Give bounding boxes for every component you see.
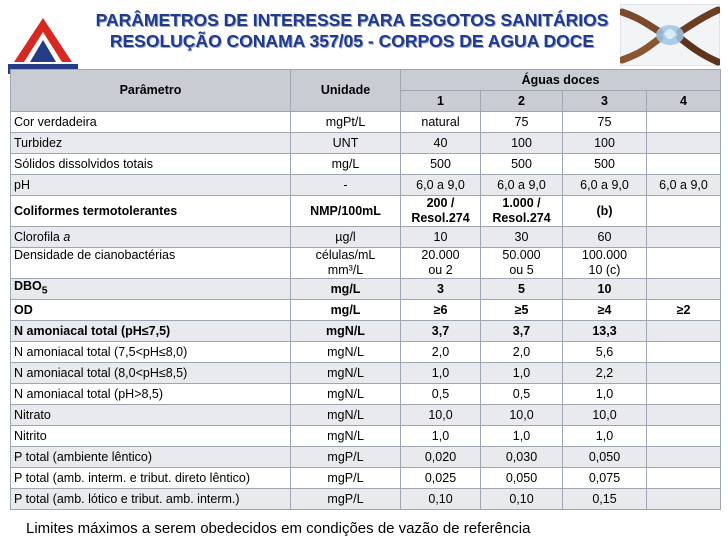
cell-class-2: 500 [481, 154, 563, 175]
cell-class-2: 30 [481, 227, 563, 248]
header-class-3: 3 [563, 91, 647, 112]
water-hands-photo [620, 4, 720, 66]
cell-unidade: mgP/L [291, 447, 401, 468]
cell-class-2: 3,7 [481, 321, 563, 342]
cell-parametro: N amoniacal total (7,5<pH≤8,0) [11, 342, 291, 363]
cell-class-3: 5,6 [563, 342, 647, 363]
table-row [11, 154, 721, 175]
cell-parametro [11, 227, 291, 248]
cell-italic-text: a [63, 229, 71, 244]
cell-unidade: - [291, 175, 401, 196]
cell-class-4 [647, 405, 721, 426]
cell-class-3: 6,0 a 9,0 [563, 175, 647, 196]
table-row [11, 112, 721, 133]
cell-line: 100.000 [581, 248, 628, 262]
cell-class-1: 1,0 [401, 426, 481, 447]
cell-class-1: 10,0 [401, 405, 481, 426]
cell-parametro: N amoniacal total (8,0<pH≤8,5) [11, 363, 291, 384]
title-line-2: RESOLUÇÃO CONAMA 357/05 - CORPOS DE AGUA DOCE [109, 31, 595, 51]
cell-class-3: 500 [563, 154, 647, 175]
cell-class-2: 100 [481, 133, 563, 154]
cell-class-1: 1,0 [401, 363, 481, 384]
cell-unidade: mgN/L [291, 321, 401, 342]
cell-parametro: Densidade de cianobactérias [11, 248, 291, 279]
cell-class-3 [563, 248, 647, 279]
cell-class-2: 1,0 [481, 363, 563, 384]
title-line-1: PARÂMETROS DE INTERESSE PARA ESGOTOS SANITÁRIOS [95, 10, 609, 30]
header-class-2: 2 [481, 91, 563, 112]
cell-class-3: 13,3 [563, 321, 647, 342]
table-row [11, 227, 721, 248]
cell-unidade: mgP/L [291, 468, 401, 489]
cell-class-3: 100 [563, 133, 647, 154]
cell-class-2: 0,10 [481, 489, 563, 510]
table-row [11, 363, 721, 384]
cell-class-1: 500 [401, 154, 481, 175]
cell-parametro: OD [11, 300, 291, 321]
cell-class-3: 2,2 [563, 363, 647, 384]
table-row [11, 447, 721, 468]
cell-class-3: 10 [563, 279, 647, 300]
cell-class-2: 0,5 [481, 384, 563, 405]
cell-class-3: 1,0 [563, 426, 647, 447]
cell-class-4 [647, 227, 721, 248]
cell-unidade: mgN/L [291, 363, 401, 384]
cell-unidade: mgN/L [291, 426, 401, 447]
cell-class-4: 6,0 a 9,0 [647, 175, 721, 196]
cell-class-1: natural [401, 112, 481, 133]
cell-text: Clorofila [14, 229, 64, 244]
cell-class-4 [647, 196, 721, 227]
cell-parametro: Nitrato [11, 405, 291, 426]
table-row [11, 384, 721, 405]
parameters-table [10, 69, 721, 510]
cell-subscript: 5 [41, 285, 48, 297]
cell-class-1 [401, 196, 481, 227]
table-row [11, 175, 721, 196]
cell-class-1: 0,020 [401, 447, 481, 468]
table-row [11, 300, 721, 321]
cell-class-3: ≥4 [563, 300, 647, 321]
cell-unidade: NMP/100mL [291, 196, 401, 227]
cell-class-4 [647, 248, 721, 279]
cell-class-4 [647, 447, 721, 468]
cell-class-4 [647, 321, 721, 342]
cell-unidade: mg/L [291, 300, 401, 321]
cell-class-4 [647, 384, 721, 405]
cell-class-2: 10,0 [481, 405, 563, 426]
cell-class-4 [647, 279, 721, 300]
cell-class-1: ≥6 [401, 300, 481, 321]
cell-line: mm³/L [327, 263, 364, 277]
cell-class-4: ≥2 [647, 300, 721, 321]
cell-class-1: 3 [401, 279, 481, 300]
cell-class-1: 0,5 [401, 384, 481, 405]
cell-class-2: 1,0 [481, 426, 563, 447]
cell-line: células/mL [315, 248, 376, 262]
cell-class-3: 0,075 [563, 468, 647, 489]
header-class-1: 1 [401, 91, 481, 112]
cell-class-3: 10,0 [563, 405, 647, 426]
cell-unidade [291, 248, 401, 279]
cell-class-3: 0,050 [563, 447, 647, 468]
cell-parametro: N amoniacal total (pH≤7,5) [11, 321, 291, 342]
cell-line: 10 (c) [588, 263, 621, 277]
cell-text: DBO [14, 279, 42, 294]
cell-class-4 [647, 426, 721, 447]
header-aguas-doces: Águas doces [401, 70, 721, 91]
cell-class-2: 0,030 [481, 447, 563, 468]
cell-parametro: Coliformes termotolerantes [11, 196, 291, 227]
cell-class-3: 75 [563, 112, 647, 133]
cell-class-2 [481, 196, 563, 227]
cell-class-1: 2,0 [401, 342, 481, 363]
header-unidade: Unidade [291, 70, 401, 112]
cell-unidade: UNT [291, 133, 401, 154]
cell-parametro: Cor verdadeira [11, 112, 291, 133]
header-parametro: Parâmetro [11, 70, 291, 112]
cell-class-2: 2,0 [481, 342, 563, 363]
cell-unidade: mgN/L [291, 384, 401, 405]
cell-parametro: Nitrito [11, 426, 291, 447]
cell-unidade: µg/l [291, 227, 401, 248]
cell-class-1 [401, 248, 481, 279]
cell-class-2: 75 [481, 112, 563, 133]
cell-class-4 [647, 133, 721, 154]
cell-line: ou 2 [428, 263, 453, 277]
table-row [11, 248, 721, 279]
cell-unidade: mgPt/L [291, 112, 401, 133]
cell-class-4 [647, 154, 721, 175]
cell-parametro: P total (amb. lótico e tribut. amb. interm.) [11, 489, 291, 510]
cell-class-4 [647, 468, 721, 489]
cell-parametro: N amoniacal total (pH>8,5) [11, 384, 291, 405]
table-header-row [11, 70, 721, 91]
table-row [11, 133, 721, 154]
cell-line: Resol.274 [411, 211, 470, 225]
cell-line: 50.000 [502, 248, 541, 262]
cell-unidade: mgN/L [291, 405, 401, 426]
cell-line: 200 / [426, 196, 455, 210]
table-row [11, 279, 721, 300]
table-row [11, 196, 721, 227]
cell-unidade: mgP/L [291, 489, 401, 510]
table-row [11, 426, 721, 447]
cell-class-2 [481, 248, 563, 279]
table-row [11, 342, 721, 363]
cell-parametro: P total (amb. interm. e tribut. direto lêntico) [11, 468, 291, 489]
cell-line: 20.000 [421, 248, 460, 262]
cell-class-2: 5 [481, 279, 563, 300]
cell-class-1: 6,0 a 9,0 [401, 175, 481, 196]
organization-logo [6, 14, 80, 76]
cell-line: Resol.274 [492, 211, 551, 225]
cell-class-1: 0,10 [401, 489, 481, 510]
cell-class-3: (b) [563, 196, 647, 227]
cell-class-1: 40 [401, 133, 481, 154]
cell-line: ou 5 [509, 263, 534, 277]
page-title [84, 10, 620, 52]
footer-note: Limites máximos a serem obedecidos em condições de vazão de referência [26, 520, 531, 537]
cell-class-2: 0,050 [481, 468, 563, 489]
header-class-4: 4 [647, 91, 721, 112]
cell-class-2: 6,0 a 9,0 [481, 175, 563, 196]
cell-unidade: mgN/L [291, 342, 401, 363]
cell-class-3: 60 [563, 227, 647, 248]
cell-parametro: Sólidos dissolvidos totais [11, 154, 291, 175]
cell-class-1: 3,7 [401, 321, 481, 342]
cell-class-3: 0,15 [563, 489, 647, 510]
cell-parametro [11, 279, 291, 300]
cell-class-4 [647, 363, 721, 384]
cell-unidade: mg/L [291, 154, 401, 175]
cell-class-1: 10 [401, 227, 481, 248]
table-row [11, 405, 721, 426]
cell-parametro: P total (ambiente lêntico) [11, 447, 291, 468]
table-row [11, 489, 721, 510]
table-row [11, 321, 721, 342]
cell-unidade: mg/L [291, 279, 401, 300]
cell-parametro: Turbidez [11, 133, 291, 154]
cell-class-4 [647, 489, 721, 510]
cell-parametro: pH [11, 175, 291, 196]
cell-class-1: 0,025 [401, 468, 481, 489]
table-row [11, 468, 721, 489]
cell-class-3: 1,0 [563, 384, 647, 405]
cell-line: 1.000 / [502, 196, 541, 210]
cell-class-4 [647, 342, 721, 363]
cell-class-2: ≥5 [481, 300, 563, 321]
cell-class-4 [647, 112, 721, 133]
